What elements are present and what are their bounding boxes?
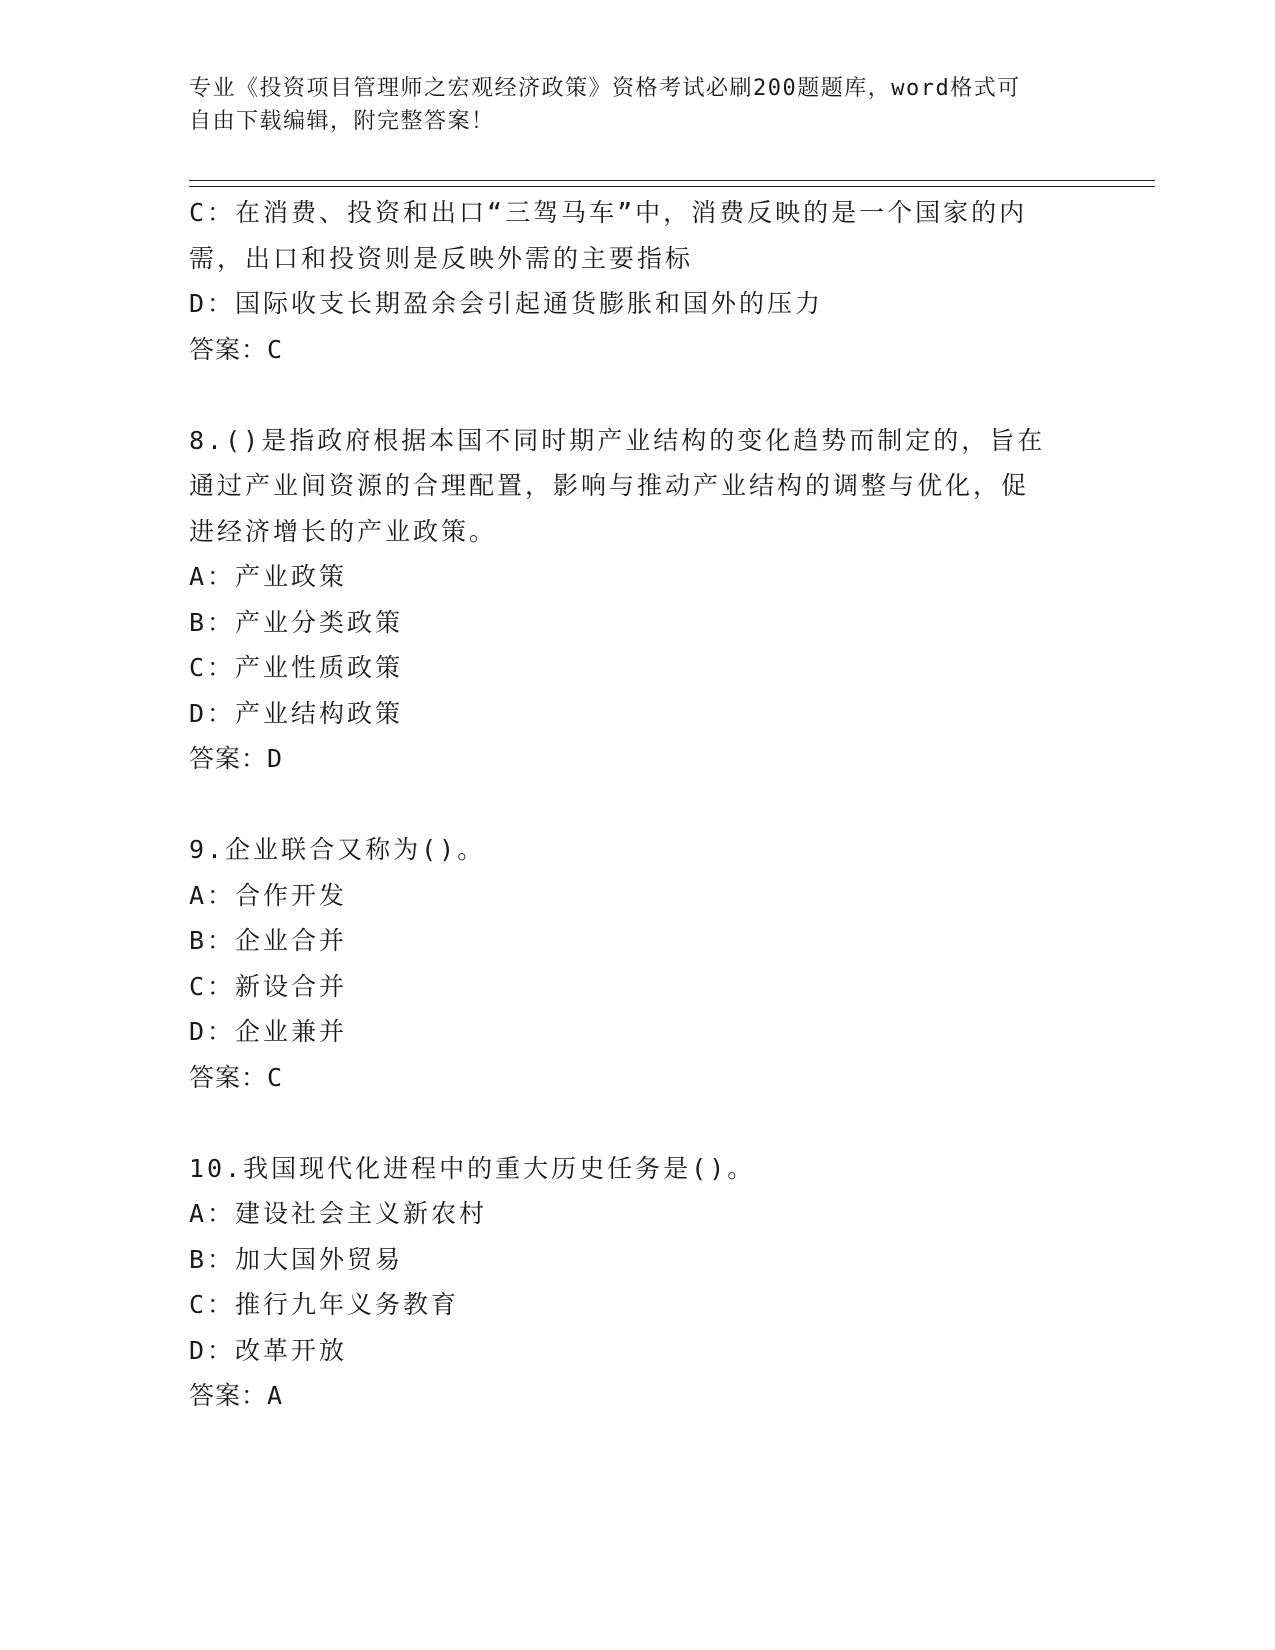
question-8 <box>189 418 1089 782</box>
option-c: C：产业性质政策 <box>189 653 404 682</box>
answer-label: 答案： <box>189 1381 268 1410</box>
option-c: C：新设合并 <box>189 971 348 1001</box>
answer <box>189 1055 1089 1101</box>
answer <box>189 1373 1089 1419</box>
answer-letter: C <box>267 334 284 364</box>
option-c-line-2: 需，出口和投资则是反映外需的主要指标 <box>189 243 694 273</box>
question-stem-line-1: 10.我国现代化进程中的重大历史任务是()。 <box>189 1153 756 1183</box>
document-body <box>189 190 1089 1419</box>
spacer <box>189 782 1089 828</box>
answer-letter: D <box>267 744 284 773</box>
header-line-2: 自由下载编辑，附完整答案！ <box>189 109 495 134</box>
spacer <box>189 1100 1089 1146</box>
question-stem-line-3: 进经济增长的产业政策。 <box>189 516 498 546</box>
header-line-1: 专业《投资项目管理师之宏观经济政策》资格考试必刷200题题库，word格式可 <box>189 76 1021 101</box>
option-d: D：改革开放 <box>189 1335 348 1365</box>
spacer <box>189 372 1089 418</box>
option-b: B：企业合并 <box>189 926 348 955</box>
option-a: A：建设社会主义新农村 <box>189 1199 488 1228</box>
option-b: B：产业分类政策 <box>189 607 404 637</box>
previous-question-tail <box>189 190 1089 372</box>
header-divider-bottom <box>189 186 1155 187</box>
option-b: B：加大国外贸易 <box>189 1244 404 1274</box>
option-a: A：产业政策 <box>189 562 348 591</box>
option-c: C：推行九年义务教育 <box>189 1290 460 1319</box>
answer-letter: A <box>267 1381 284 1410</box>
answer-label: 答案： <box>189 334 268 364</box>
question-10 <box>189 1146 1089 1419</box>
answer-label: 答案： <box>189 1062 268 1092</box>
question-9 <box>189 827 1089 1100</box>
option-d: D：产业结构政策 <box>189 698 404 728</box>
answer <box>189 327 1089 373</box>
option-d: D：国际收支长期盈余会引起通货膨胀和国外的压力 <box>189 289 824 318</box>
question-stem-line-2: 通过产业间资源的合理配置，影响与推动产业结构的调整与优化，促 <box>189 471 1030 500</box>
page-header <box>189 72 1069 138</box>
question-stem-line-1: 9.企业联合又称为()。 <box>189 835 486 864</box>
option-c-line-1: C：在消费、投资和出口“三驾马车”中，消费反映的是一个国家的内 <box>189 198 1028 227</box>
answer <box>189 736 1089 782</box>
option-a: A：合作开发 <box>189 880 348 910</box>
answer-letter: C <box>267 1062 284 1092</box>
question-stem-line-1: 8.()是指政府根据本国不同时期产业结构的变化趋势而制定的，旨在 <box>189 425 1046 455</box>
answer-label: 答案： <box>189 744 268 773</box>
header-divider-top <box>189 180 1155 181</box>
option-d: D：企业兼并 <box>189 1017 348 1046</box>
